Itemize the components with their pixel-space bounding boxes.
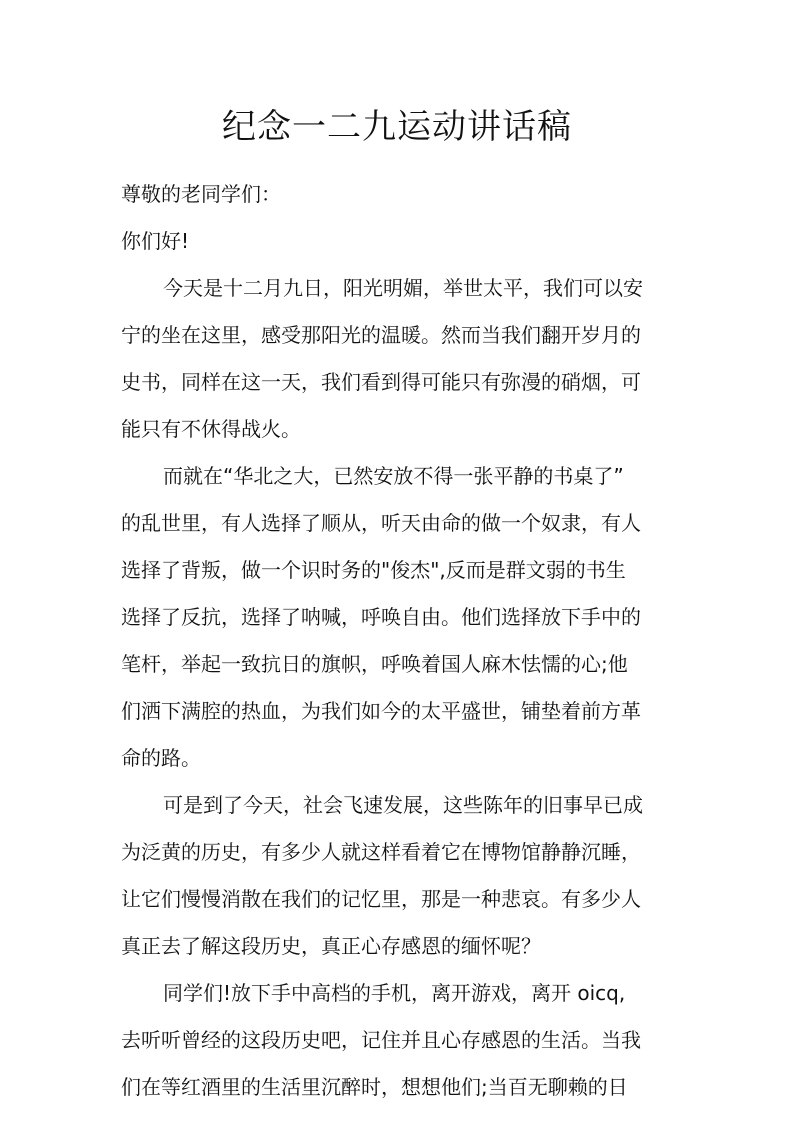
paragraph-gap bbox=[121, 259, 677, 270]
paragraph-line: 命的路。 bbox=[121, 746, 201, 770]
paragraph-line: 真正去了解这段历史，真正心存感恩的缅怀呢？ bbox=[121, 934, 541, 958]
line-gap bbox=[121, 823, 677, 834]
paragraph-line: 选择了背叛，做一个识时务的"俊杰",反而是群文弱的书生 bbox=[121, 558, 626, 582]
line-gap bbox=[121, 400, 677, 411]
line-gap bbox=[121, 447, 677, 458]
paragraph-line: 选择了反抗，选择了呐喊，呼唤自由。他们选择放下手中的 bbox=[121, 605, 641, 629]
paragraph-line: 今天是十二月九日，阳光明媚，举世太平，我们可以安 bbox=[163, 276, 643, 300]
line-gap bbox=[121, 306, 677, 317]
greeting-line: 你们好! bbox=[121, 229, 190, 253]
paragraph-line: 笔杆，举起一致抗日的旗帜，呼唤着国人麻木怯懦的心;他 bbox=[121, 652, 628, 676]
line-gap bbox=[121, 541, 677, 552]
paragraph-line: 让它们慢慢消散在我们的记忆里，那是一种悲哀。有多少人 bbox=[121, 887, 641, 911]
line-gap bbox=[121, 729, 677, 740]
paragraph-line: 宁的坐在这里，感受那阳光的温暖。然而当我们翻开岁月的 bbox=[121, 323, 641, 347]
line-gap bbox=[121, 588, 677, 599]
paragraph-line: 同学们!放下手中高档的手机，离开游戏，离开 oicq, bbox=[163, 981, 626, 1005]
paragraph-1 bbox=[121, 270, 677, 458]
line-gap bbox=[121, 870, 677, 881]
line-gap bbox=[121, 964, 677, 975]
paragraph-gap bbox=[121, 212, 677, 223]
salutation-line: 尊敬的老同学们： bbox=[121, 182, 281, 206]
line-gap bbox=[121, 635, 677, 646]
line-gap bbox=[121, 1058, 677, 1069]
paragraph-2 bbox=[121, 458, 677, 787]
line-gap bbox=[121, 682, 677, 693]
line-gap bbox=[121, 776, 677, 787]
line-gap bbox=[121, 494, 677, 505]
paragraph-line: 为泛黄的历史，有多少人就这样看着它在博物馆静静沉睡， bbox=[121, 840, 641, 864]
paragraph-line: 们在等红酒里的生活里沉醉时，想想他们;当百无聊赖的日 bbox=[121, 1075, 628, 1099]
document-body bbox=[121, 176, 677, 1105]
paragraph-line: 史书，同样在这一天，我们看到得可能只有弥漫的硝烟，可 bbox=[121, 370, 641, 394]
paragraph-line: 能只有不休得战火。 bbox=[121, 417, 301, 441]
paragraph-line: 去听听曾经的这段历史吧，记住并且心存感恩的生活。当我 bbox=[121, 1028, 641, 1052]
line-gap bbox=[121, 353, 677, 364]
paragraph-line: 而就在“华北之大，已然安放不得一张平静的书桌了” bbox=[163, 464, 624, 488]
paragraph-line: 的乱世里，有人选择了顺从，听天由命的做一个奴隶，有人 bbox=[121, 511, 641, 535]
document-title: 纪念一二九运动讲话稿 bbox=[222, 107, 572, 147]
paragraph-4 bbox=[121, 975, 677, 1105]
paragraph-line: 可是到了今天，社会飞速发展，这些陈年的旧事早已成 bbox=[163, 793, 643, 817]
paragraph-3 bbox=[121, 787, 677, 975]
paragraph-line: 们洒下满腔的热血，为我们如今的太平盛世，铺垫着前方革 bbox=[121, 699, 641, 723]
line-gap bbox=[121, 917, 677, 928]
line-gap bbox=[121, 1011, 677, 1022]
